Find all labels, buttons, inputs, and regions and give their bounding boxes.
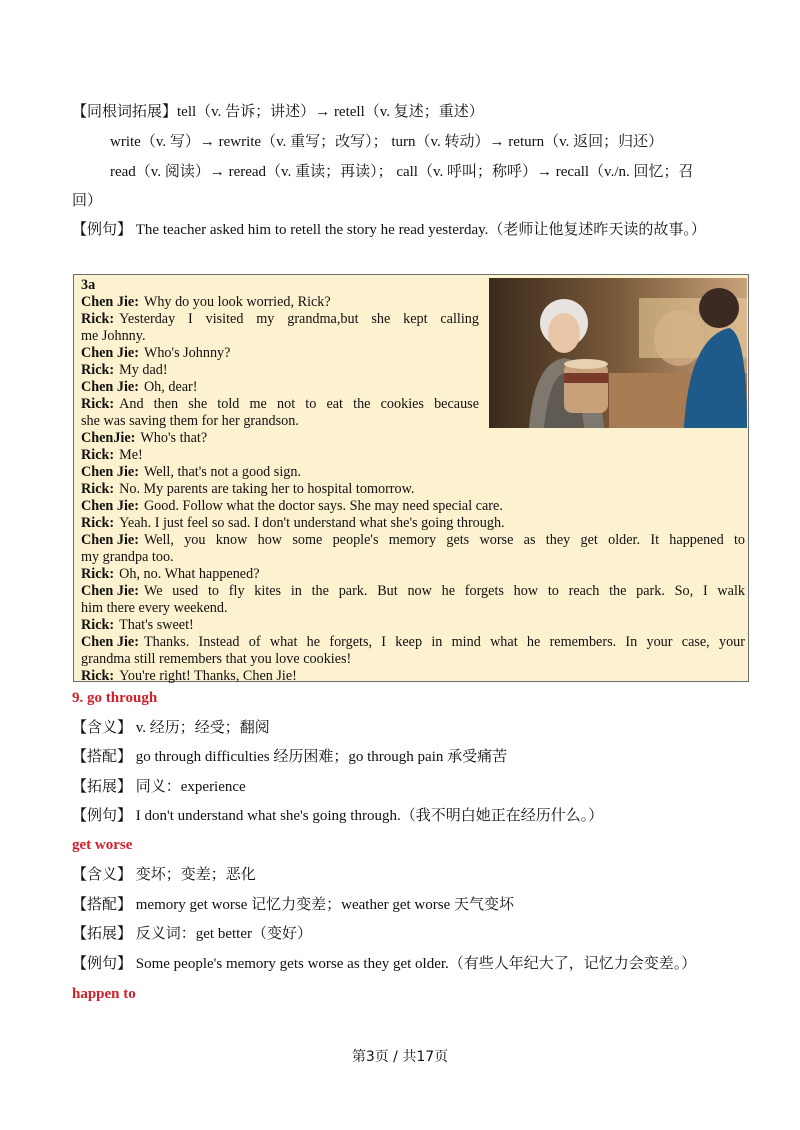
speaker-name: Chen Jie: — [81, 498, 139, 514]
dialog-text: him there every weekend. — [81, 600, 228, 616]
collocation-line: 【搭配】 go through difficulties 经历困难；go through pain 承受痛苦 — [72, 749, 508, 765]
dialog-text: We used to fly kites in the park. But now he forgets how to reach the park. So, I walk — [143, 583, 745, 599]
speaker-name: Chen Jie: — [81, 294, 139, 310]
dialog-line — [81, 600, 745, 617]
speaker-name: Rick: — [81, 396, 115, 412]
dialog-line — [81, 362, 479, 379]
extension-line: 【拓展】 反义词：get better（变好） — [72, 926, 312, 942]
speaker-name: Chen Jie: — [81, 532, 139, 548]
speaker-name: ChenJie: — [81, 430, 136, 446]
meaning-line: 【含义】 v. 经历；经受；翻阅 — [72, 720, 270, 736]
dialog-text: Me! — [119, 447, 143, 463]
dialog-box — [73, 274, 749, 682]
dialog-line — [81, 396, 479, 413]
dialog-line — [81, 549, 745, 566]
dialog-text: Oh, dear! — [143, 379, 198, 395]
speaker-name: Rick: — [81, 481, 115, 497]
speaker-name: Rick: — [81, 566, 115, 582]
dialog-text: my grandpa too. — [81, 549, 174, 565]
speaker-name: Rick: — [81, 447, 115, 463]
speaker-name: Rick: — [81, 362, 115, 378]
dialog-label: 3a — [81, 277, 96, 293]
dialog-line — [81, 498, 745, 515]
speaker-name: Rick: — [81, 515, 115, 531]
dialog-line — [81, 617, 745, 634]
dialog-line — [81, 515, 745, 532]
speaker-name: Rick: — [81, 311, 115, 327]
dialog-text: That's sweet! — [119, 617, 194, 633]
speaker-name: Chen Jie: — [81, 583, 139, 599]
dialog-line — [81, 345, 479, 362]
dialog-line — [81, 481, 745, 498]
dialog-line — [81, 294, 479, 311]
extension-line: 【拓展】 同义：experience — [72, 779, 246, 795]
speaker-name: Rick: — [81, 668, 115, 684]
example-sentence: 【例句】 The teacher asked him to retell the story he read yesterday.（老师让他复述昨天读的故事。） — [72, 222, 706, 238]
dialog-line — [81, 379, 479, 396]
collocation-line: 【搭配】 memory get worse 记忆力变差；weather get worse 天气变坏 — [72, 897, 515, 913]
dialog-text: And then she told me not to eat the cookies because — [119, 396, 479, 412]
meaning-line: 【含义】 变坏；变差；恶化 — [72, 867, 256, 883]
dialog-text: grandma still remembers that you love cookies! — [81, 651, 352, 667]
dialog-text: Good. Follow what the doctor says. She may need special care. — [143, 498, 503, 514]
dialog-text: Oh, no. What happened? — [119, 566, 260, 582]
section-heading-happen-to: happen to — [72, 986, 136, 1002]
dialog-line — [81, 413, 479, 430]
example-line: 【例句】 Some people's memory gets worse as they get older.（有些人年纪大了，记忆力会变差。） — [72, 956, 697, 972]
dialog-line — [81, 311, 479, 328]
dialog-text: Well, you know how some people's memory gets worse as they get older. It happened to — [143, 532, 745, 548]
dialog-line — [81, 634, 745, 651]
dialog-text: No. My parents are taking her to hospital tomorrow. — [119, 481, 415, 497]
section-heading-get-worse: get worse — [72, 837, 133, 853]
speaker-name: Chen Jie: — [81, 379, 139, 395]
cognate-extension-line: 【同根词拓展】tell（v. 告诉；讲述）→ retell（v. 复述；重述） — [72, 104, 484, 120]
cognate-extension-line: 回） — [72, 193, 103, 209]
dialog-text: Who's Johnny? — [143, 345, 231, 361]
dialog-line — [81, 583, 745, 600]
dialog-line — [81, 532, 745, 549]
cognate-extension-line: read（v. 阅读）→ reread（v. 重读；再读）； call（v. 呼叫；称呼）→ recall（v./n. 回忆；召 — [110, 164, 694, 180]
speaker-name: Rick: — [81, 617, 115, 633]
dialog-line — [81, 566, 745, 583]
speaker-name: Chen Jie: — [81, 634, 139, 650]
dialog-text: me Johnny. — [81, 328, 146, 344]
dialog-text: she was saving them for her grandson. — [81, 413, 299, 429]
dialog-lines — [81, 277, 745, 685]
dialog-text: Yeah. I just feel so sad. I don't understand what she's going through. — [119, 515, 505, 531]
page-number: 第3页 / 共17页 — [351, 1049, 449, 1065]
dialog-text: Why do you look worried, Rick? — [143, 294, 331, 310]
speaker-name: Chen Jie: — [81, 464, 139, 480]
dialog-line — [81, 651, 745, 668]
dialog-text: Thanks. Instead of what he forgets, I keep in mind what he remembers. In your case, your — [143, 634, 745, 650]
dialog-line — [81, 464, 745, 481]
section-heading-go-through: 9. go through — [72, 690, 158, 706]
dialog-text: Well, that's not a good sign. — [143, 464, 302, 480]
dialog-line — [81, 447, 745, 464]
dialog-text: My dad! — [119, 362, 168, 378]
dialog-text: Who's that? — [140, 430, 208, 446]
dialog-text: Yesterday I visited my grandma,but she kept calling — [119, 311, 479, 327]
dialog-text: You're right! Thanks, Chen Jie! — [119, 668, 297, 684]
dialog-line — [81, 430, 745, 447]
dialog-line — [81, 328, 479, 345]
speaker-name: Chen Jie: — [81, 345, 139, 361]
dialog-line — [81, 668, 745, 685]
example-line: 【例句】 I don't understand what she's going through.（我不明白她正在经历什么。） — [72, 808, 604, 824]
cognate-extension-line: write（v. 写）→ rewrite（v. 重写；改写）； turn（v. 转动）→ return（v. 返回；归还） — [110, 134, 664, 150]
